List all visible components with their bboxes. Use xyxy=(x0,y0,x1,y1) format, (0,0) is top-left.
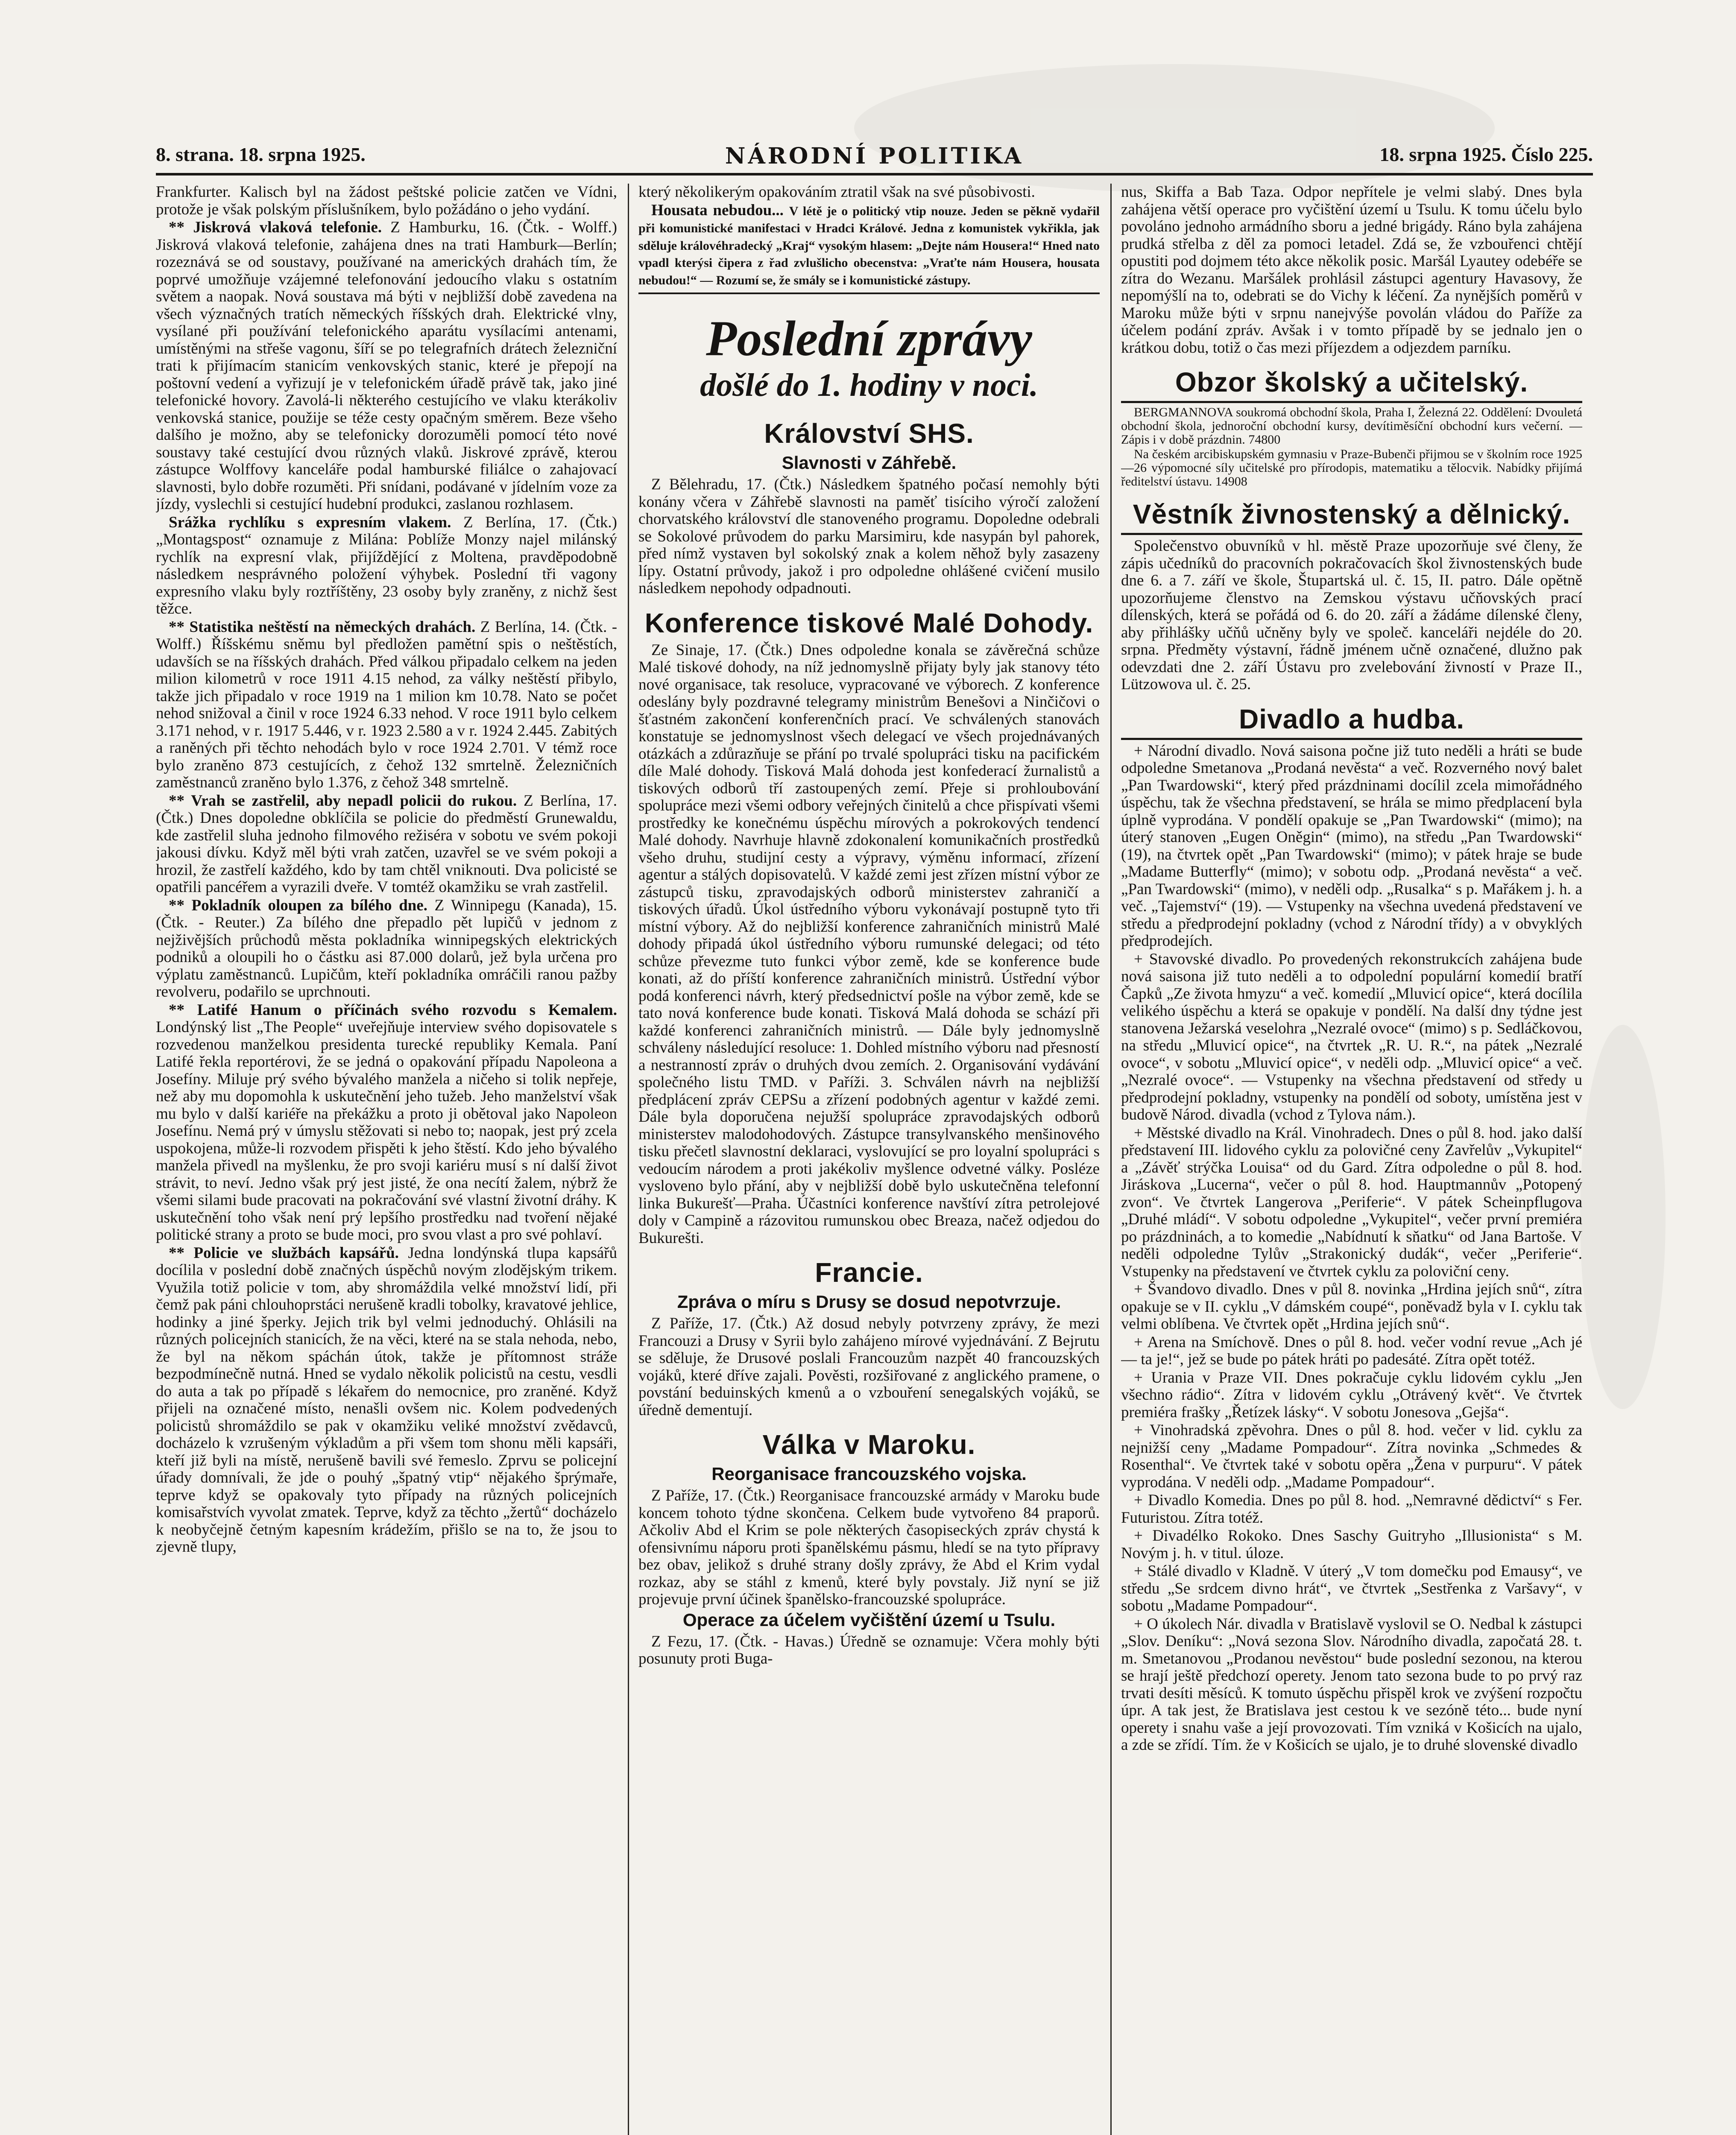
column-rule xyxy=(628,184,629,2135)
article-item xyxy=(156,619,617,792)
subsection-title: Království SHS. xyxy=(764,418,974,449)
article-text: nus, Skiffa a Bab Taza. Odpor nepřítele je velmi slabý. Dnes byla zahájena větší operace pro vyčištění území u Tsulu. K tomu účelu bylo povoláno jednoho armádního sboru a jedné brigády. Ráno byla zahájena prudká střelba z děl za pomoci letadel. Zdá se, že vzbouřenci chtějí opustiti pod dojmem této akce několik posic. Maršál Lyautey odebéře se zítra do Wezanu. Maršálek prohlásil zástupci agentury Havasovy, že nepomýšlí na to, odebrati se do Vichy k léčení. Za nynějších poměrů v Maroku může býti v srpnu nanejvýše povolán vládou do Paříže za účelem podání zpráv. Avšak i v tomto případě by se jednalo jen o krátkou dobu, totiž o čas mezi příjezdem a odjezdem parníku. xyxy=(1121,184,1582,357)
article-headline: Srážka rychlíku s expresním vlakem. xyxy=(169,513,451,531)
subsection-subtitle: Reorganisace francouzského vojska. xyxy=(711,1464,1027,1484)
masthead-title: NÁRODNÍ POLITIKA xyxy=(725,143,1024,169)
article-text: Z Bělehradu, 17. (Čtk.) Následkem špatného počasí nemohly býti konány včera v Záhřebě slavnosti na paměť tisíciho výročí založení chorvatského království dle stanoveného programu. Dopoledne odebrali se Sokolové průvodem do parku Marsimiru, kde nasypán byl pahorek, před nímž vystaven byl sokolský znak a kolem něhož byly zasazeny lípy. Ostatní průvody, jakož i pro odpoledne ohlášené cvičení musilo následkem nepohody odpadnouti. xyxy=(638,476,1100,597)
article-text: Z Paříže, 17. (Čtk.) Až dosud nebyly potvrzeny zprávy, že mezi Francouzi a Drusy v Syrii bylo zahájeno mírové vyjednávání. Z Bejrutu se sděluje, že Drusové poslali Francouzům nazpět 40 francouzských vojáků, které dříve zajali. Pověsti, rozšiřované z anglického pramene, o povstání beduinských kmenů a o vzbouření senegalských vojáků, se úředně dementují. xyxy=(638,1315,1100,1419)
header-page-date: 8. strana. 18. srpna 1925. xyxy=(156,143,366,165)
advertisement-text: Na českém arcibiskupském gymnasiu v Praze-Bubenči přijmou se v školním roce 1925—26 výpomocné síly učitelské pro přírodopis, matematiku a tělocvik. Nabídky přijímá ředitelství ústavu. 14908 xyxy=(1121,447,1582,488)
article-text: Z Fezu, 17. (Čtk. - Havas.) Úředně se oznamuje: Včera mohly býti posunuty proti Buga- xyxy=(638,1632,1100,1667)
article-text: Londýnský list „The People“ uveřejňuje interview svého dopisovatele s rozvedenou manželkou presidenta turecké republiky Kemala. Paní Latifé řekla reportérovi, že se jedná o opakování případu Napoleona a Josefíny. Miluje prý svého bývalého manžela a ničeho si tolik nepřeje, než aby mu dopomohla k uskutečnění jeho tužeb. Jeho manželství však mu bylo v další kariéře na překážku a proto ji obětoval jako Napoleon Josefínu. Nemá prý v úmyslu stěžovati si nebo to; naopak, jest prý zcela uspokojena, může-li rozvodem přispěti k jeho štěstí. Kdo jeho bývalého manžela přivedl na myšlenku, že pro svoji kariéru musí s ní další život strávit, to neví. Jedno však prý jest jisté, že ona necítí žalem, nýbrž že všemi silami bude pracovati na pokračování své vlastní životní dráhy. K uskutečnění toho však není prý lepšího prostředku nad tvoření nějaké politické strany a proto se bude moci, pro svou vlast a pro své pohlaví. xyxy=(156,1018,617,1243)
article-text: + Urania v Praze VII. Dnes pokračuje cyklu lidovém cyklu „Jen všechno rádio“. Zítra v lidovém cyklu „Otrávený květ“. Ve čtvrtek premiéra frašky „Řetízek lásky“. V sobotu Jonesova „Gejša“. xyxy=(1121,1369,1582,1421)
article-headline: ** Pokladník oloupen za bílého dne. xyxy=(169,896,427,914)
article-text: Z Paříže, 17. (Čtk.) Reorganisace francouzské armády v Maroku bude koncem tohoto týdne skončena. Celkem bude vytvořeno 84 praporů. Ačkoliv Abd el Krim se pole některých časopiseckých zpráv chystá k ofensivnímu náporu proti španělskému pásmu, hledí se na tyto přípravy bez obav, jelikož s druhé strany došly zprávy, že Abd el Krim vydal rozkaz, aby se stáhl z kmenů, které byly povstaly. Již nyní se již projevuje první účinek španělsko-francouzské spolupráce. xyxy=(638,1487,1100,1608)
article-item xyxy=(156,793,617,896)
article-item xyxy=(638,202,1100,289)
article-headline: ** Latifé Hanum o příčinách svého rozvodu s Kemalem. xyxy=(169,1001,617,1019)
subsection-subtitle: Zpráva o míru s Drusy se dosud nepotvrzuje. xyxy=(677,1292,1061,1312)
article-text: + Divadlo Komedia. Dnes po půl 8. hod. „Nemravné dědictví“ s Fer. Futuristou. Zítra totéž. xyxy=(1121,1492,1582,1527)
article-text: + Národní divadlo. Nová saisona počne již tuto neděli a hráti se bude odpoledne Smetanova „Prodaná nevěsta“ a več. Rozverného nový balet „Pan Twardowski“, který před prázdninami docílil zcela mimořádného úspěchu, tak že všechna představení, se hrála se mimo předplacení byla úplně vyprodána. V pondělí opakuje se „Pan Twardowski“ (mimo); na úterý stanoven „Eugen Oněgin“ (mimo), na středu „Pan Twardowski“ (19), na čtvrtek opět „Pan Twardowski“ (mimo); v pátek hraje se bude „Madame Butterfly“ (mimo); v sobotu odp. „Prodaná nevěsta“ a več. „Pan Twardowski“ (mimo), v neděli odp. „Rusalka“ s p. Mařákem j. h. a več. „Tajemství“ (19). — Vstupenky na všechna uvedená představení ve středu a předprodejní pokladny (vchod z Národní třídy) a v obvyklých předprodejích. xyxy=(1121,742,1582,950)
subsection-title: Konference tiskové Malé Dohody. xyxy=(644,607,1094,638)
article-item xyxy=(156,1002,617,1244)
section-subtitle-latest-news: došlé do 1. hodiny v noci. xyxy=(700,367,1038,403)
subsection-title: Obzor školský a učitelský. xyxy=(1121,366,1582,403)
article-headline: Housata nebudou... xyxy=(651,201,784,219)
article-text: V létě je o politický vtip nouze. Jeden se pěkně vydařil při komunistické manifestaci v Hradci Králové. Jedna z komunistek vykřikla, jak sděluje královéhradecký „Kraj“ vysokým hlasem: „Dejte nám Housera!“ Hned nato vpadl kterýsi čiperа z řad zvlušlicho obecenstva: „Vraťte nám Housera, housata nebudou!“ — Rozumí se, že smály se i komunistické zástupy. xyxy=(638,204,1100,287)
article-text: + Vinohradská zpěvohra. Dnes o půl 8. hod. večer v lid. cyklu za nejnižší ceny „Madame Pompadour“. Zítra novinka „Schmedes & Rosenthal“. Ve čtvrtek také v sobotu opěra „Žena v purpuru“. V pátek vyprodána. V neděli odp. „Madame Pompadour“. xyxy=(1121,1421,1582,1491)
article-text: + Arena na Smíchově. Dnes o půl 8. hod. večer vodní revue „Ach jé — ta je!“, jež se bude po pátek hráti po padesáté. Zítra opět totéž. xyxy=(1121,1333,1582,1368)
section-divider xyxy=(638,292,1100,294)
section-title-latest-news: Poslední zprávy xyxy=(706,310,1032,366)
header-issue-number: 18. srpna 1925. Číslo 225. xyxy=(1379,143,1593,165)
article-text: Ze Sinaje, 17. (Čtk.) Dnes odpoledne konala se závěrečná schůze Malé tiskové dohody, na níž jednomyslně přijaty byly jak stanovy této nové organisace, tak resoluce, vypracované ve výborech. Z konference odeslány byly pozdravné telegramy ministrům Benešovi a Ninčičovi o šťastném zakončení konferenčních prací. Ve schválených stanovách konstatuje se jednomyslnost všech delegací ve všech projednávaných otázkách a zdůrazňuje se přání po trvalé spolupráci tisku na pacifickém díle Malé dohody. Tisková Malá dohoda jest konfederací žurnalistů a tiskových odborů tří zastoupených zemí. Přeje si prohloubování spolupráce mezi všemi odbory veřejných činitelů a chce přispívati všemi prostředky ke konečnému úspěchu mírových a pokrokových tendencí Malé dohody. Navrhuje hlavně zdokonalení komunikačních prostředků všeho druhu, studijní cesty a výpravy, výměnu informací, zřízení agentur a stálých dopisovatelů. V každé zemi jest zřízen místní výbor ze zástupců tisku, zpravodajských odborů ministerstev zahraničí a tiskových úřadů. Úkol ústředního výboru vykonávají postupně tyto tři místní výbory. Až do nejbližší konference zahraničních ministrů Malé dohody připadá úkol ústředního výboru rumunské delegaci; od této schůze převezme tuto funkci výbor země, kde se konference bude konati, až do příští konference zahraničních ministrů. Ústřední výbor podá konferenci návrh, který předsednictví pošle na výbor země, kde se tato nová konference bude konati. Tisková Malá dohoda se schází při každé konferenci zahraničních ministrů. — Dále byly jednomyslně schváleny následující resoluce: 1. Dohled místního výboru nad přesností a nestranností zpráv o druhých dvou zemích. 2. Organisování vydávání společného listu TMD. v Paříži. 3. Schválen návrh na nejbližší předplácení zpráv CEPSu a zřízení podobných agentur v každé zemi. Dále byla doporučena nejužší spolupráce zpravodajských odborů ministerstev malodohodových. Zástupce transylvanského menšinového tisku přečetl slavnostní deklaraci, vyslovující se pro loyalní spolupráci s vedoucím národem a proti jakékoliv myšlence odvetné války. Posléze vysloveno bylo přání, aby v nejbližší době bylo uskutečněna telefonní linka Bukurešť—Praha. Účastníci konference navštíví zítra petrolejové doly v Campině a rázovitou rumunskou obec Breaza, načež odjedou do Bukurešti. xyxy=(638,641,1100,1247)
article-headline: ** Statistika neštěstí na německých drahách. xyxy=(169,618,476,636)
article-headline: ** Vrah se zastřelil, aby nepadl policii do rukou. xyxy=(169,792,517,810)
subsection-title: Válka v Maroku. xyxy=(762,1429,976,1460)
article-text: Frankfurter. Kalisch byl na žádost peštské policie zatčen ve Vídni, protože je však polským příslušníkem, bylo požádáno o jeho vydání. xyxy=(156,184,617,218)
article-headline: ** Jiskrová vlaková telefonie. xyxy=(169,219,382,236)
paper-stain xyxy=(1580,1025,1666,1409)
column-3 xyxy=(1121,184,1582,2135)
article-text: + Divadélko Rokoko. Dnes Saschy Guitryho „Illusionista“ s M. Novým j. h. v titul. úloze. xyxy=(1121,1527,1582,1562)
article-item xyxy=(156,219,617,513)
article-text: + Městské divadlo na Král. Vinohradech. Dnes o půl 8. hod. jako další představení III. lidového cyklu za polovičné ceny Zavřelův „Vykupitel“ a „Závěť strýčka Louisa“ od du Gard. Zítra odpoledne o půl 8. hod. Jiráskova „Lucerna“, večer o půl 8. hod. Hauptmannův „Potopený zvon“. Ve čtvrtek Langerova „Periferie“. V pátek Scheinpflugova „Druhé mládí“. V sobotu odpoledne „Vykupitel“, večer první premiéra po prázdninách, a to komedie „Nabídnutí k sňatku“ od Jana Bartoše. V neděli odpoledne Tylův „Strakonický dudák“, večer „Periferie“. Vstupenky na představení ve čtvrtek cyklu za poloviční ceny. xyxy=(1121,1124,1582,1280)
article-headline: ** Policie ve službách kapsářů. xyxy=(169,1244,399,1262)
article-text: který několikerým opakováním ztratil však na své působivosti. xyxy=(638,184,1035,201)
article-text: Jedna londýnská tlupa kapsářů docílila v poslední době značných úspěchů novým zlodějským trikem. Využila totiž policie v tom, aby shromáždila velké množství lidí, při čemž pak páni chlouhoprstáci nerušeně kradli tobolky, kravatové jehlice, hodinky a jiné šperky. Jejich trik byl velmi jednoduchý. Ohlásili na různých policejních stanicích, že na věci, které na se stala nehoda, nebo, že byl na někom spáchán útok, takže je přítomnost stráže bezpodmínečně nutná. Hned se vydalo několik policistů na cestu, vesdli do auta a tak po případě s lékařem do nemocnice, pro zraněné. Když přijeli na označené místo, nenašli ovšem nic. Kolem podvedených policistů shromáždilo se pak v okamžiku veliké množství zvědavců, docházelo k vzrušeným výkladům a při všem tom shonu měli kapsáři, kteří již byli na místě, nerušeně bavili své řemeslo. Zprvu se policejní úřady domnívali, že jde o pouhý „špatný vtip“ nějakého šprýmaře, teprve když se opakovaly tyto případy na různých policejních komisařstvích vyvolat zmatek. Teprve, když za těchto „žertů“ docházelo k neobyčejně četným kapesním krádežím, přišlo se na to, že jsou to zjevně tlupy, xyxy=(156,1244,617,1556)
article-text: + O úkolech Nár. divadla v Bratislavě vyslovil se O. Nedbal k zástupci „Slov. Deníku“: „Nová sezona Slov. Národního divadla, započatá 28. t. m. Smetanovou „Prodanou nevěstou“ bude poslední sezonou, na kterou se hrají ještě předchozí operety. Jenom tato sezona bude to po prvý raz trvati desíti měsíců. K tomuto úspěchu přispěl krok ve zvýšení rozpočtu úpr. A tak jest, že Bratislava jest cestou k ve sezóně této... bude nyní operety i snahu vaše a její provozovati. Tím vzniká v Košicích na ujalo, a zde se zřídí. Tím. že v Košicích se ujalo, je to druhé slovenské divadlo xyxy=(1121,1615,1582,1754)
article-text: Z Hamburku, 16. (Čtk. - Wolff.) Jiskrová vlaková telefonie, zahájena dnes na trati Hamburk—Berlín; rozeznává se od soustavy, používané na amerických drahách tím, že poprvé umožňuje vzájemné telefonování jedoucího vlaku s ostatním světem a naopak. Nová soustava má býti v nejbližší době zavedena na všech význačných tratích německých říšských drah. Elektrické vlny, vysílané při používání telefonického aparátu vysílacími antenami, umístěnými na střeše vagonu, šíří se po telegrafních drátech železniční trati k přijímacím stanicím venkovských stanic, které je přepojí na poštovní vedení a vyřizují je v telefonickém úřadě právě tak, jako jiné telefonické hovory. Zavolá-li některého cestujícího ve vlaku kterákoliv venkovská stanice, použije se téže cesty opačným směrem. Beze všeho dalšího je možno, aby se telefonicky dorozuměli pomocí této nové soustavy také cestující dvou různých vlaků. Jiskrové zprávě, kterou zástupce Wolffovy kanceláře podal hamburské filiálce o zahajovací slavnosti, bylo dobře rozuměti. Při snídani, podávané v jídelním voze za jízdy, vyslechli si cestující hudební produkci, zaslanou rozhlasem. xyxy=(156,219,617,513)
article-text: + Stálé divadlo v Kladně. V úterý „V tom domečku pod Emausy“, ve středu „Se srdcem divno hrát“, ve čtvrtek „Sestřenka z Varšavy“, v sobotu „Madame Pompadour“. xyxy=(1121,1562,1582,1614)
article-text: + Švandovo divadlo. Dnes v půl 8. novinka „Hrdina jejích snů“, zítra opakuje se v II. cyklu „V dámském coupé“, poněvadž byla v I. cyklu tak velmi oblíbena. Ve čtvrtek opět „Hrdina jejích snů“. xyxy=(1121,1281,1582,1333)
column-2 xyxy=(638,184,1100,2135)
column-1 xyxy=(156,184,617,2135)
subsection-title: Francie. xyxy=(815,1257,923,1288)
article-item xyxy=(156,514,617,618)
subsection-title: Divadlo a hudba. xyxy=(1121,703,1582,740)
article-text: Z Berlína, 14. (Čtk. - Wolff.) Říšskému sněmu byl předložen pamětní spis o neštěstích, udavších se na říšských drahách. Před válkou připadalo celkem na jeden milion kilometrů v roce 1911 4.15 nehod, za války neštěstí přibylo, takže jich připadalo v roce 1919 na 1 milion km 10.78. Nato se počet nehod snižoval a činil v roce 1924 6.33 nehod. V roce 1911 bylo celkem 3.171 nehod, v r. 1917 5.446, v r. 1923 2.580 a v r. 1924 2.445. Zabitých a raněných při těchto nehodách bylo v roce 1924 2.701. V témž roce bylo zraněno 873 cestujících, z čehož 132 smrtelně. Železničních zaměstnanců zraněno bylo 1.376, z čehož 348 smrtelně. xyxy=(156,618,617,791)
page-header xyxy=(156,143,1593,175)
subsection-title: Věstník živnostenský a dělnický. xyxy=(1121,498,1582,535)
column-rule xyxy=(1110,184,1112,2135)
article-item xyxy=(156,1245,617,1556)
article-text: + Stavovské divadlo. Po provedených rekonstrukcích zahájena bude nová saisona již tuto neděli a to odpolední populární komedií bratří Čapků „Ze života hmyzu“ a več. komedií „Mluvicí opice“, která docílila velikého úspěchu a která se opakuje v pondělí. Na další dny týdne jest stanovena Ježarská veselohra „Nezralé ovoce“ (mimo) s p. Sedláčkovou, na středu „Mluvicí opice“, na čtvrtek „R. U. R.“, na pátek „Nezralé ovoce“, v sobotu „Mluvicí opice“, v neděli odp. „Mluvicí opice“ a več. „Nezralé ovoce“. — Vstupenky na všechna představení od středy u předprodejní pokladny, vstupenky na pondělí od soboty, umístěna jest v budově Národ. divadla (vchod z Tylova nám.). xyxy=(1121,950,1582,1123)
subsection-subtitle: Slavnosti v Záhřebě. xyxy=(782,453,957,473)
article-text: Z Winnipegu (Kanada), 15. (Čtk. - Reuter.) Za bílého dne přepadlo pět lupičů v jednom z nejživějších průchodů města pokladníka winnipegských elektrických podniků a oloupili ho o částku asi 87.000 dolarů, jež byla určena pro výplatu zaměstnanců. Lupičům, kteří pokladníka omráčili ranou pažby revolveru, podařilo se uprchnouti. xyxy=(156,896,617,1000)
subsection-subtitle: Operace za účelem vyčištění území u Tsulu. xyxy=(682,1609,1056,1630)
article-text: Společenstvo obuvníků v hl. městě Praze upozorňuje své členy, že zápis učedníků do pracovních pokračovacích škol živnostenských bude dne 6. a 7. září ve škole, Štupartská ul. č. 15, II. patro. Dále opětně upozorňujeme členstvo na Zemskou výstavu učňovských prací dílenských, která se pořádá od 6. do 20. září a žádáme dílenské členy, aby přihlášky učňů učněny byly ve společ. kanceláři nejdéle do 20. srpna. Předměty výstavní, řádně jménem učně označené, dlužno pak odevzdati dne 2. září Ústavu pro zvelebování živností v Praze II., Lützowova ul. č. 25. xyxy=(1121,537,1582,693)
article-text: Z Berlína, 17. (Čtk.) „Montagspost“ oznamuje z Milána: Poblíže Monzy najel milánský rychlík na expresní vlak, přijíždějící z Moltena, pravděpodobně následkem nesprávného položení výhybek. Poslední tři vagony expresního vlaku byly roztříštěny, 23 osoby byly zraněny, z nichž šest těžce. xyxy=(156,513,617,617)
article-item xyxy=(156,897,617,1001)
advertisement-text: BERGMANNOVA soukromá obchodní škola, Praha I, Železná 22. Oddělení: Dvouletá obchodní škola, jednoroční obchodní kursy, devítiměsíční obchodní kurs večerní. — Zápis i v době prázdnin. 74800 xyxy=(1121,405,1582,447)
article-text: Z Berlína, 17. (Čtk.) Dnes dopoledne obklíčila se policie do předměstí Grunewaldu, kde zastřelil sluha jednoho filmového režiséra v sobotu ve svém pokoji jakousi dívku. Když měl býti vrah zatčen, uzavřel se ve svém pokoji a hrozil, že zastřelí každého, kdo by tam chtěl vniknouti. Dva policisté se opatřili pancéřem a vyrazili dveře. V tomtéž okamžiku se vrah zastřelil. xyxy=(156,792,617,896)
